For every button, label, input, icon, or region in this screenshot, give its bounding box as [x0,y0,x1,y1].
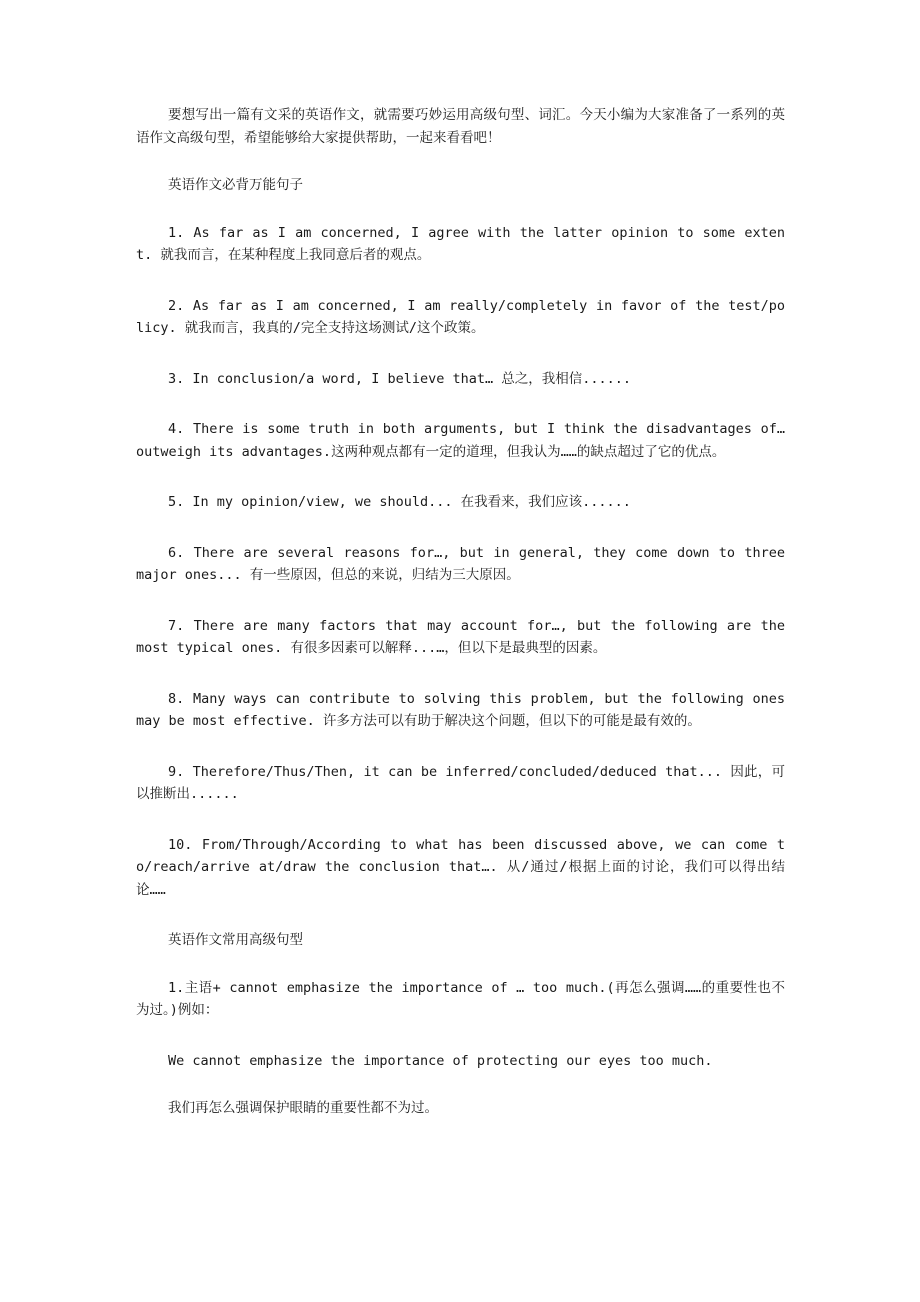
list-item-9: 9. Therefore/Thus/Then, it can be inferred/concluded/deduced that... 因此，可以推断出...... [136,763,785,802]
list-item-7: 7. There are many factors that may account for…, but the following are the most typical ones. 有很多因素可以解释...…，但以下是最典型的因素。 [136,617,785,656]
list-item-3: 3. In conclusion/a word, I believe that… 总之，我相信...... [168,370,632,387]
list-item-4: 4. There is some truth in both arguments, but I think the disadvantages of…outweigh its advantages.这两种观点都有一定的道理，但我认为……的缺点超过了它的优点。 [136,421,785,460]
section-heading-advanced-patterns: 英语作文常用高级句型 [168,932,303,948]
list-item-1: 1. As far as I am concerned, I agree with the latter opinion to some extent. 就我而言，在某种程度上我同意后者的观点。 [136,224,785,263]
list-item-10: 10. From/Through/According to what has been discussed above, we can come to/reach/arrive at/draw the conclusion that…. 从/通过/根据上面的讨论，我们可以得出结论…… [136,836,785,898]
pattern-item-1: 1.主语+ cannot emphasize the importance of … too much.(再怎么强调……的重要性也不为过。)例如： [136,979,785,1018]
list-item-6: 6. There are several reasons for…, but in general, they come down to three major ones... 有一些原因，但总的来说，归结为三大原因。 [136,544,785,583]
list-item-2: 2. As far as I am concerned, I am really/completely in favor of the test/policy. 就我而言，我真的/完全支持这场测试/这个政策。 [136,297,785,336]
example-english: We cannot emphasize the importance of protecting our eyes too much. [168,1052,713,1069]
intro-paragraph: 要想写出一篇有文采的英语作文，就需要巧妙运用高级句型、词汇。今天小编为大家准备了一系列的英语作文高级句型，希望能够给大家提供帮助，一起来看看吧！ [136,107,785,146]
section-heading-universal-sentences: 英语作文必背万能句子 [168,177,303,193]
document-page [136,104,785,1120]
example-chinese: 我们再怎么强调保护眼睛的重要性都不为过。 [168,1100,438,1116]
list-item-5: 5. In my opinion/view, we should... 在我看来，我们应该...... [168,494,631,510]
list-item-8: 8. Many ways can contribute to solving this problem, but the following ones may be most effective. 许多方法可以有助于解决这个问题，但以下的可能是最有效的。 [136,690,785,729]
